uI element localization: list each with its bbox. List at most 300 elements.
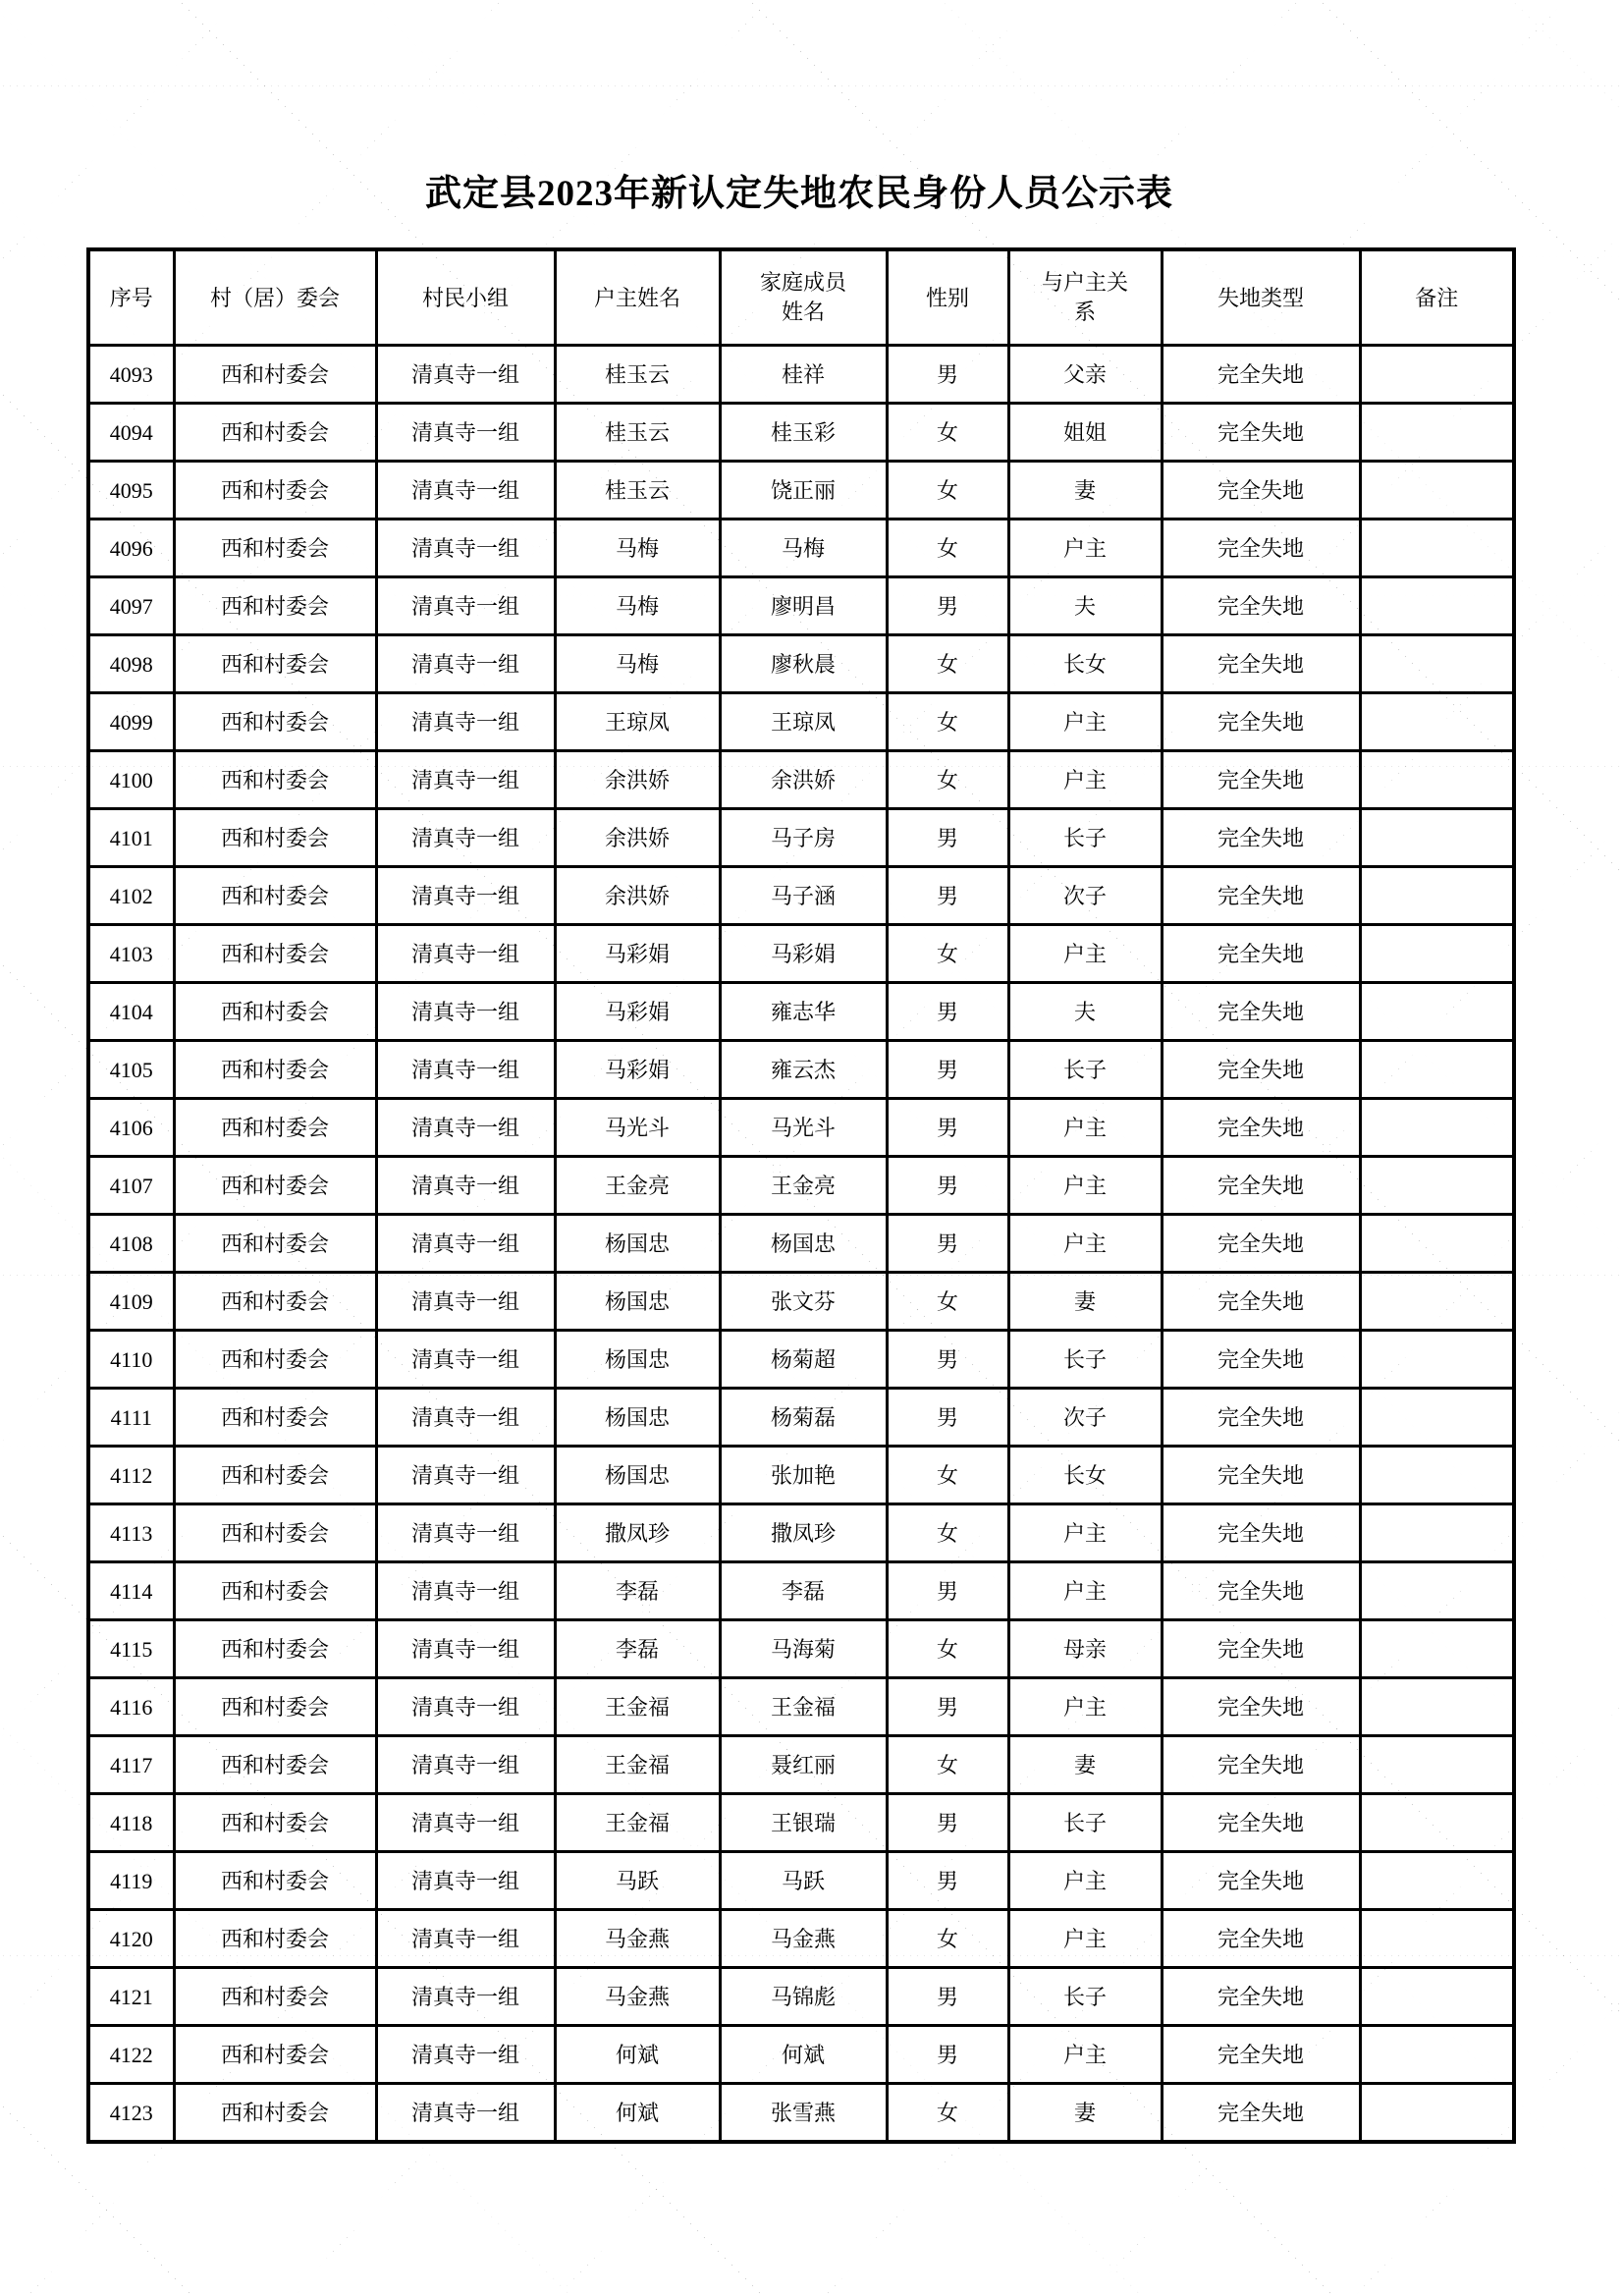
cell-gender: 男 (887, 1157, 1008, 1215)
header-committee (174, 249, 376, 346)
table-row (88, 1331, 1514, 1389)
cell-committee: 西和村委会 (174, 1794, 376, 1852)
cell-seq: 4123 (88, 2084, 174, 2143)
cell-member-name: 张文芬 (720, 1273, 887, 1331)
cell-village-group: 清真寺一组 (376, 1273, 555, 1331)
cell-relation: 母亲 (1008, 1620, 1162, 1678)
cell-remark (1360, 462, 1514, 519)
cell-member-name: 马海菊 (720, 1620, 887, 1678)
cell-landloss-type: 完全失地 (1162, 1215, 1360, 1273)
header-seq-label: 序号 (109, 285, 153, 310)
cell-seq: 4099 (88, 693, 174, 751)
cell-committee: 西和村委会 (174, 983, 376, 1041)
header-relation-label: 与户主关系 (1041, 269, 1128, 325)
cell-landloss-type: 完全失地 (1162, 404, 1360, 462)
cell-landloss-type: 完全失地 (1162, 1794, 1360, 1852)
cell-relation: 户主 (1008, 1504, 1162, 1562)
table-row (88, 1968, 1514, 2026)
cell-relation: 长女 (1008, 1447, 1162, 1504)
cell-landloss-type: 完全失地 (1162, 1447, 1360, 1504)
cell-member-name: 雍云杰 (720, 1041, 887, 1099)
cell-remark (1360, 1157, 1514, 1215)
header-member-name-label: 家庭成员姓名 (759, 269, 846, 325)
cell-member-name: 何斌 (720, 2026, 887, 2084)
cell-village-group: 清真寺一组 (376, 635, 555, 693)
cell-relation: 户主 (1008, 1157, 1162, 1215)
cell-relation: 户主 (1008, 2026, 1162, 2084)
cell-committee: 西和村委会 (174, 2084, 376, 2143)
cell-relation: 妻 (1008, 1736, 1162, 1794)
table-row (88, 1852, 1514, 1910)
cell-relation: 长子 (1008, 1968, 1162, 2026)
header-head-name-label: 户主姓名 (593, 285, 680, 310)
table-row (88, 693, 1514, 751)
cell-committee: 西和村委会 (174, 635, 376, 693)
cell-landloss-type: 完全失地 (1162, 1910, 1360, 1968)
header-committee-label: 村（居）委会 (209, 285, 340, 310)
cell-head-name: 马金燕 (555, 1968, 720, 2026)
cell-gender: 女 (887, 693, 1008, 751)
cell-head-name: 何斌 (555, 2084, 720, 2143)
cell-landloss-type: 完全失地 (1162, 1620, 1360, 1678)
cell-seq: 4102 (88, 867, 174, 925)
cell-gender: 男 (887, 1794, 1008, 1852)
cell-member-name: 聂红丽 (720, 1736, 887, 1794)
cell-village-group: 清真寺一组 (376, 1447, 555, 1504)
cell-head-name: 杨国忠 (555, 1273, 720, 1331)
cell-village-group: 清真寺一组 (376, 925, 555, 983)
cell-relation: 夫 (1008, 577, 1162, 635)
table-row (88, 1041, 1514, 1099)
cell-relation: 妻 (1008, 1273, 1162, 1331)
cell-committee: 西和村委会 (174, 346, 376, 404)
cell-remark (1360, 1331, 1514, 1389)
cell-relation: 长子 (1008, 809, 1162, 867)
table-header (88, 249, 1514, 346)
cell-village-group: 清真寺一组 (376, 2026, 555, 2084)
cell-village-group: 清真寺一组 (376, 519, 555, 577)
cell-seq: 4101 (88, 809, 174, 867)
cell-head-name: 马金燕 (555, 1910, 720, 1968)
cell-member-name: 雍志华 (720, 983, 887, 1041)
cell-relation: 妻 (1008, 462, 1162, 519)
cell-head-name: 王金福 (555, 1678, 720, 1736)
cell-seq: 4103 (88, 925, 174, 983)
cell-committee: 西和村委会 (174, 1331, 376, 1389)
cell-member-name: 马子涵 (720, 867, 887, 925)
cell-head-name: 撒凤珍 (555, 1504, 720, 1562)
cell-village-group: 清真寺一组 (376, 1678, 555, 1736)
cell-relation: 户主 (1008, 1215, 1162, 1273)
cell-gender: 男 (887, 577, 1008, 635)
cell-gender: 女 (887, 519, 1008, 577)
table-row (88, 1736, 1514, 1794)
cell-landloss-type: 完全失地 (1162, 1852, 1360, 1910)
cell-gender: 男 (887, 867, 1008, 925)
cell-member-name: 王金福 (720, 1678, 887, 1736)
table-row (88, 1562, 1514, 1620)
cell-member-name: 王银瑞 (720, 1794, 887, 1852)
cell-remark (1360, 693, 1514, 751)
cell-landloss-type: 完全失地 (1162, 462, 1360, 519)
cell-head-name: 马跃 (555, 1852, 720, 1910)
cell-village-group: 清真寺一组 (376, 693, 555, 751)
cell-member-name: 廖秋晨 (720, 635, 887, 693)
cell-remark (1360, 1794, 1514, 1852)
cell-remark (1360, 867, 1514, 925)
table-row (88, 751, 1514, 809)
cell-head-name: 杨国忠 (555, 1215, 720, 1273)
cell-village-group: 清真寺一组 (376, 867, 555, 925)
cell-member-name: 马光斗 (720, 1099, 887, 1157)
cell-member-name: 杨菊磊 (720, 1389, 887, 1447)
cell-relation: 妻 (1008, 2084, 1162, 2143)
cell-relation: 户主 (1008, 751, 1162, 809)
cell-relation: 父亲 (1008, 346, 1162, 404)
cell-committee: 西和村委会 (174, 1273, 376, 1331)
cell-gender: 女 (887, 404, 1008, 462)
cell-committee: 西和村委会 (174, 925, 376, 983)
table-row (88, 1910, 1514, 1968)
cell-gender: 女 (887, 1504, 1008, 1562)
cell-gender: 男 (887, 1215, 1008, 1273)
cell-seq: 4094 (88, 404, 174, 462)
cell-head-name: 王琼凤 (555, 693, 720, 751)
cell-member-name: 张加艳 (720, 1447, 887, 1504)
document-page (86, 0, 1512, 2144)
cell-gender: 女 (887, 925, 1008, 983)
table-row (88, 1157, 1514, 1215)
cell-village-group: 清真寺一组 (376, 2084, 555, 2143)
cell-remark (1360, 1620, 1514, 1678)
cell-remark (1360, 404, 1514, 462)
table-row (88, 1389, 1514, 1447)
header-remark-label: 备注 (1415, 285, 1459, 310)
cell-member-name: 桂祥 (720, 346, 887, 404)
cell-seq: 4107 (88, 1157, 174, 1215)
header-gender-label: 性别 (925, 285, 969, 310)
cell-village-group: 清真寺一组 (376, 462, 555, 519)
cell-committee: 西和村委会 (174, 1389, 376, 1447)
table-row (88, 404, 1514, 462)
cell-seq: 4114 (88, 1562, 174, 1620)
cell-head-name: 李磊 (555, 1620, 720, 1678)
cell-committee: 西和村委会 (174, 1504, 376, 1562)
table-row (88, 519, 1514, 577)
table-row (88, 462, 1514, 519)
cell-head-name: 李磊 (555, 1562, 720, 1620)
header-village-group-label: 村民小组 (421, 285, 509, 310)
cell-committee: 西和村委会 (174, 867, 376, 925)
table-row (88, 925, 1514, 983)
cell-seq: 4118 (88, 1794, 174, 1852)
cell-gender: 男 (887, 983, 1008, 1041)
cell-gender: 女 (887, 1273, 1008, 1331)
cell-gender: 男 (887, 1852, 1008, 1910)
cell-seq: 4112 (88, 1447, 174, 1504)
cell-member-name: 马子房 (720, 809, 887, 867)
cell-member-name: 饶正丽 (720, 462, 887, 519)
notice-table (86, 247, 1516, 2144)
cell-village-group: 清真寺一组 (376, 404, 555, 462)
cell-landloss-type: 完全失地 (1162, 1562, 1360, 1620)
cell-gender: 男 (887, 1099, 1008, 1157)
cell-landloss-type: 完全失地 (1162, 1041, 1360, 1099)
cell-committee: 西和村委会 (174, 1968, 376, 2026)
cell-seq: 4108 (88, 1215, 174, 1273)
cell-remark (1360, 925, 1514, 983)
cell-committee: 西和村委会 (174, 462, 376, 519)
cell-head-name: 王金福 (555, 1794, 720, 1852)
cell-relation: 户主 (1008, 925, 1162, 983)
cell-remark (1360, 2026, 1514, 2084)
cell-landloss-type: 完全失地 (1162, 1504, 1360, 1562)
cell-head-name: 马彩娟 (555, 1041, 720, 1099)
header-row (88, 249, 1514, 346)
cell-landloss-type: 完全失地 (1162, 2084, 1360, 2143)
cell-village-group: 清真寺一组 (376, 1157, 555, 1215)
table-row (88, 1447, 1514, 1504)
table-row (88, 346, 1514, 404)
cell-gender: 男 (887, 2026, 1008, 2084)
table-body (88, 346, 1514, 2143)
cell-head-name: 杨国忠 (555, 1389, 720, 1447)
cell-head-name: 王金亮 (555, 1157, 720, 1215)
table-row (88, 635, 1514, 693)
cell-landloss-type: 完全失地 (1162, 751, 1360, 809)
cell-member-name: 廖明昌 (720, 577, 887, 635)
page-title: 武定县2023年新认定失地农民身份人员公示表 (425, 174, 1173, 214)
cell-seq: 4122 (88, 2026, 174, 2084)
cell-remark (1360, 1389, 1514, 1447)
cell-village-group: 清真寺一组 (376, 346, 555, 404)
cell-seq: 4096 (88, 519, 174, 577)
cell-gender: 女 (887, 2084, 1008, 2143)
header-remark (1360, 249, 1514, 346)
cell-gender: 男 (887, 809, 1008, 867)
cell-committee: 西和村委会 (174, 693, 376, 751)
cell-relation: 姐姐 (1008, 404, 1162, 462)
cell-member-name: 张雪燕 (720, 2084, 887, 2143)
cell-committee: 西和村委会 (174, 1678, 376, 1736)
cell-head-name: 马梅 (555, 635, 720, 693)
cell-head-name: 马彩娟 (555, 925, 720, 983)
cell-village-group: 清真寺一组 (376, 1852, 555, 1910)
cell-member-name: 余洪娇 (720, 751, 887, 809)
cell-remark (1360, 577, 1514, 635)
cell-gender: 女 (887, 1447, 1008, 1504)
cell-landloss-type: 完全失地 (1162, 1968, 1360, 2026)
cell-village-group: 清真寺一组 (376, 1562, 555, 1620)
cell-remark (1360, 1910, 1514, 1968)
table-row (88, 577, 1514, 635)
cell-landloss-type: 完全失地 (1162, 983, 1360, 1041)
cell-committee: 西和村委会 (174, 1157, 376, 1215)
cell-relation: 次子 (1008, 1389, 1162, 1447)
table-row (88, 1504, 1514, 1562)
cell-relation: 次子 (1008, 867, 1162, 925)
cell-landloss-type: 完全失地 (1162, 1273, 1360, 1331)
cell-gender: 女 (887, 635, 1008, 693)
table-row (88, 867, 1514, 925)
table-row (88, 1678, 1514, 1736)
cell-landloss-type: 完全失地 (1162, 1157, 1360, 1215)
cell-landloss-type: 完全失地 (1162, 1678, 1360, 1736)
cell-member-name: 李磊 (720, 1562, 887, 1620)
table-row (88, 1794, 1514, 1852)
cell-remark (1360, 1852, 1514, 1910)
cell-committee: 西和村委会 (174, 1099, 376, 1157)
cell-gender: 女 (887, 1736, 1008, 1794)
cell-seq: 4097 (88, 577, 174, 635)
cell-gender: 男 (887, 346, 1008, 404)
cell-member-name: 杨国忠 (720, 1215, 887, 1273)
cell-member-name: 撒凤珍 (720, 1504, 887, 1562)
cell-relation: 长女 (1008, 635, 1162, 693)
table-row (88, 2026, 1514, 2084)
cell-committee: 西和村委会 (174, 404, 376, 462)
cell-gender: 男 (887, 1041, 1008, 1099)
cell-seq: 4106 (88, 1099, 174, 1157)
cell-remark (1360, 1678, 1514, 1736)
cell-gender: 女 (887, 751, 1008, 809)
cell-landloss-type: 完全失地 (1162, 1331, 1360, 1389)
cell-landloss-type: 完全失地 (1162, 1099, 1360, 1157)
cell-committee: 西和村委会 (174, 809, 376, 867)
cell-seq: 4121 (88, 1968, 174, 2026)
cell-village-group: 清真寺一组 (376, 577, 555, 635)
cell-committee: 西和村委会 (174, 1041, 376, 1099)
cell-relation: 长子 (1008, 1041, 1162, 1099)
cell-seq: 4098 (88, 635, 174, 693)
table-row (88, 809, 1514, 867)
cell-remark (1360, 1273, 1514, 1331)
header-landloss-type-label: 失地类型 (1217, 285, 1304, 310)
cell-landloss-type: 完全失地 (1162, 2026, 1360, 2084)
cell-head-name: 桂玉云 (555, 346, 720, 404)
cell-remark (1360, 346, 1514, 404)
cell-village-group: 清真寺一组 (376, 751, 555, 809)
cell-relation: 户主 (1008, 1562, 1162, 1620)
cell-seq: 4105 (88, 1041, 174, 1099)
table-row (88, 983, 1514, 1041)
cell-landloss-type: 完全失地 (1162, 635, 1360, 693)
cell-committee: 西和村委会 (174, 1215, 376, 1273)
cell-seq: 4117 (88, 1736, 174, 1794)
table-row (88, 1273, 1514, 1331)
cell-remark (1360, 1562, 1514, 1620)
cell-seq: 4113 (88, 1504, 174, 1562)
cell-head-name: 桂玉云 (555, 404, 720, 462)
cell-head-name: 余洪娇 (555, 751, 720, 809)
table-row (88, 1620, 1514, 1678)
cell-landloss-type: 完全失地 (1162, 1389, 1360, 1447)
cell-gender: 男 (887, 1389, 1008, 1447)
cell-head-name: 杨国忠 (555, 1447, 720, 1504)
cell-relation: 户主 (1008, 1678, 1162, 1736)
cell-relation: 户主 (1008, 693, 1162, 751)
cell-relation: 户主 (1008, 519, 1162, 577)
cell-committee: 西和村委会 (174, 519, 376, 577)
cell-member-name: 马跃 (720, 1852, 887, 1910)
cell-relation: 户主 (1008, 1099, 1162, 1157)
cell-remark (1360, 809, 1514, 867)
cell-gender: 男 (887, 1678, 1008, 1736)
cell-village-group: 清真寺一组 (376, 1736, 555, 1794)
cell-gender: 男 (887, 1562, 1008, 1620)
cell-landloss-type: 完全失地 (1162, 693, 1360, 751)
cell-remark (1360, 1041, 1514, 1099)
cell-seq: 4120 (88, 1910, 174, 1968)
cell-village-group: 清真寺一组 (376, 1331, 555, 1389)
cell-village-group: 清真寺一组 (376, 809, 555, 867)
cell-remark (1360, 1504, 1514, 1562)
cell-head-name: 王金福 (555, 1736, 720, 1794)
cell-head-name: 马光斗 (555, 1099, 720, 1157)
cell-committee: 西和村委会 (174, 1447, 376, 1504)
cell-relation: 夫 (1008, 983, 1162, 1041)
cell-remark (1360, 1215, 1514, 1273)
table-row (88, 2084, 1514, 2143)
cell-village-group: 清真寺一组 (376, 1968, 555, 2026)
cell-head-name: 杨国忠 (555, 1331, 720, 1389)
cell-village-group: 清真寺一组 (376, 1620, 555, 1678)
cell-landloss-type: 完全失地 (1162, 519, 1360, 577)
cell-village-group: 清真寺一组 (376, 1041, 555, 1099)
cell-seq: 4100 (88, 751, 174, 809)
cell-seq: 4116 (88, 1678, 174, 1736)
cell-committee: 西和村委会 (174, 1910, 376, 1968)
cell-member-name: 马彩娟 (720, 925, 887, 983)
cell-seq: 4111 (88, 1389, 174, 1447)
cell-remark (1360, 1736, 1514, 1794)
cell-member-name: 马梅 (720, 519, 887, 577)
header-gender (887, 249, 1008, 346)
cell-committee: 西和村委会 (174, 1736, 376, 1794)
cell-member-name: 杨菊超 (720, 1331, 887, 1389)
cell-landloss-type: 完全失地 (1162, 809, 1360, 867)
cell-committee: 西和村委会 (174, 1620, 376, 1678)
header-landloss-type (1162, 249, 1360, 346)
cell-head-name: 马梅 (555, 577, 720, 635)
cell-relation: 户主 (1008, 1852, 1162, 1910)
table-row (88, 1215, 1514, 1273)
cell-seq: 4095 (88, 462, 174, 519)
cell-village-group: 清真寺一组 (376, 983, 555, 1041)
cell-gender: 男 (887, 1331, 1008, 1389)
cell-village-group: 清真寺一组 (376, 1389, 555, 1447)
cell-member-name: 马锦彪 (720, 1968, 887, 2026)
cell-landloss-type: 完全失地 (1162, 1736, 1360, 1794)
cell-head-name: 余洪娇 (555, 809, 720, 867)
cell-gender: 女 (887, 1910, 1008, 1968)
cell-relation: 户主 (1008, 1910, 1162, 1968)
cell-remark (1360, 2084, 1514, 2143)
cell-committee: 西和村委会 (174, 1852, 376, 1910)
cell-gender: 女 (887, 1620, 1008, 1678)
cell-seq: 4110 (88, 1331, 174, 1389)
cell-landloss-type: 完全失地 (1162, 925, 1360, 983)
table-row (88, 1099, 1514, 1157)
header-relation (1008, 249, 1162, 346)
header-member-name (720, 249, 887, 346)
cell-committee: 西和村委会 (174, 1562, 376, 1620)
cell-remark (1360, 519, 1514, 577)
cell-head-name: 桂玉云 (555, 462, 720, 519)
cell-seq: 4115 (88, 1620, 174, 1678)
cell-village-group: 清真寺一组 (376, 1099, 555, 1157)
cell-seq: 4109 (88, 1273, 174, 1331)
